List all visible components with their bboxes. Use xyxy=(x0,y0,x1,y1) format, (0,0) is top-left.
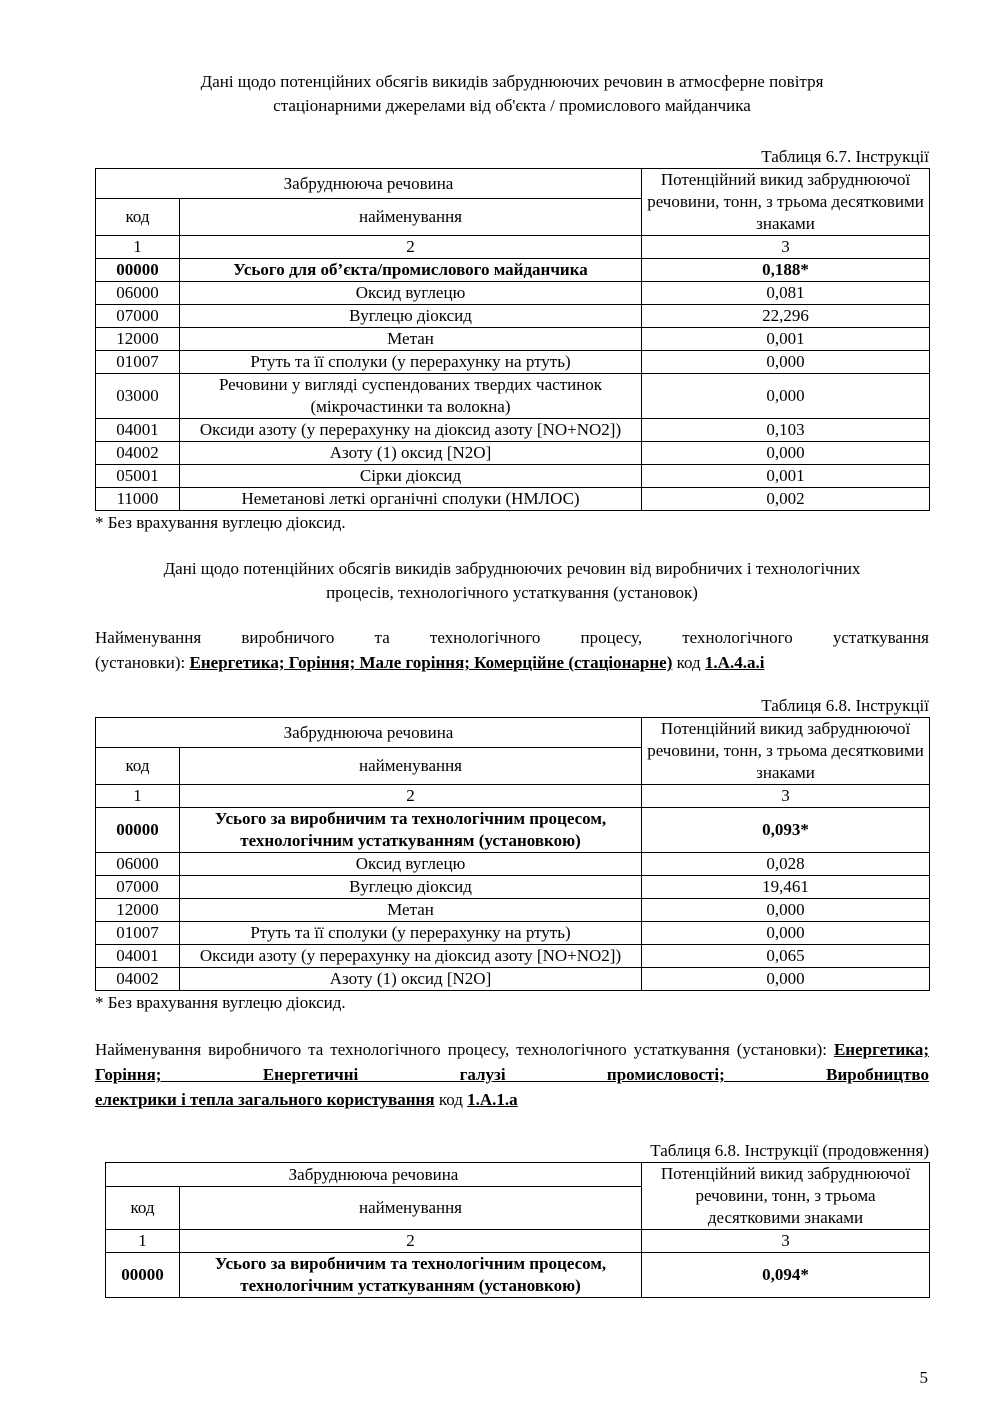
row-name: Речовини у вигляді суспендованих твердих частинок (мікрочастинки та волокна) xyxy=(180,374,642,419)
table2-colnum-2: 2 xyxy=(180,785,642,808)
row-value: 0,081 xyxy=(642,282,930,305)
table1-footnote: * Без врахування вуглецю діоксид. xyxy=(95,513,346,532)
table-row xyxy=(96,876,930,899)
row-code: 04001 xyxy=(96,945,180,968)
process2-prefix: (установки): xyxy=(736,1040,834,1059)
table2-colnum-3: 3 xyxy=(642,785,930,808)
table3-header-substance: Забруднююча речовина xyxy=(106,1163,642,1187)
table-row xyxy=(96,305,930,328)
process1-name: Енергетика; Горіння; Мале горіння; Комерційне (стаціонарне) xyxy=(189,653,673,672)
table-row xyxy=(96,419,930,442)
table1-caption: Таблиця 6.7. Інструкції xyxy=(761,147,929,166)
table-row xyxy=(96,465,930,488)
table1-header-name: найменування xyxy=(180,199,642,236)
row-code: 00000 xyxy=(106,1253,180,1298)
process2-line1: Найменування виробничого та технологічного процесу, технологічного устаткування xyxy=(95,1040,730,1059)
row-code: 06000 xyxy=(96,282,180,305)
row-value: 0,002 xyxy=(642,488,930,511)
row-value: 0,000 xyxy=(642,968,930,991)
row-code: 01007 xyxy=(96,922,180,945)
row-code: 06000 xyxy=(96,853,180,876)
table-row xyxy=(96,968,930,991)
row-value: 0,000 xyxy=(642,374,930,419)
row-value: 0,094* xyxy=(642,1253,930,1298)
row-value: 0,001 xyxy=(642,328,930,351)
row-name: Усього за виробничим та технологічним процесом, технологічним устаткуванням (установкою) xyxy=(180,808,642,853)
row-value: 0,000 xyxy=(642,442,930,465)
row-code: 07000 xyxy=(96,876,180,899)
row-code: 12000 xyxy=(96,899,180,922)
row-value: 0,001 xyxy=(642,465,930,488)
table1 xyxy=(95,168,930,511)
row-code: 11000 xyxy=(96,488,180,511)
table3-colnum-1: 1 xyxy=(106,1230,180,1253)
row-name: Усього для об’єкта/промислового майданчика xyxy=(180,259,642,282)
process2-line3 xyxy=(95,1087,929,1112)
row-name: Неметанові леткі органічні сполуки (НМЛОС) xyxy=(180,488,642,511)
row-name: Ртуть та її сполуки (у перерахунку на ртуть) xyxy=(180,351,642,374)
table1-header-potential: Потенційний викид забруднюючої речовини, тонн, з трьома десятковими знаками xyxy=(642,169,930,236)
process2-paragraph xyxy=(95,1037,929,1112)
process1-paragraph xyxy=(95,625,929,675)
table-row xyxy=(96,328,930,351)
table1-colnum-2: 2 xyxy=(180,236,642,259)
row-name: Метан xyxy=(180,328,642,351)
row-name: Азоту (1) оксид [N2O] xyxy=(180,968,642,991)
table2-header-name: найменування xyxy=(180,748,642,785)
table3-header-code: код xyxy=(106,1187,180,1230)
row-code: 04002 xyxy=(96,442,180,465)
row-code: 07000 xyxy=(96,305,180,328)
row-name: Сірки діоксид xyxy=(180,465,642,488)
table2-footnote: * Без врахування вуглецю діоксид. xyxy=(95,993,346,1012)
row-code: 04002 xyxy=(96,968,180,991)
section2-title-line2: процесів, технологічного устаткування (установок) xyxy=(326,583,698,602)
table1-colnum-1: 1 xyxy=(96,236,180,259)
table3-header-name: найменування xyxy=(180,1187,642,1230)
row-name: Оксиди азоту (у перерахунку на діоксид азоту [NO+NO2]) xyxy=(180,419,642,442)
table3-caption: Таблиця 6.8. Інструкції (продовження) xyxy=(650,1141,929,1160)
process2-code-label: код xyxy=(434,1090,468,1109)
table-row xyxy=(106,1253,930,1298)
row-name: Азоту (1) оксид [N2O] xyxy=(180,442,642,465)
process1-line1: Найменування виробничого та технологічного процесу, технологічного устаткування xyxy=(95,628,929,647)
table2-caption: Таблиця 6.8. Інструкції xyxy=(761,696,929,715)
row-value: 0,103 xyxy=(642,419,930,442)
row-name: Оксид вуглецю xyxy=(180,853,642,876)
row-name: Метан xyxy=(180,899,642,922)
process2-name-part2: електрики і тепла загального користування xyxy=(95,1090,435,1109)
table-row xyxy=(96,259,930,282)
row-name: Вуглецю діоксид xyxy=(180,876,642,899)
table1-colnum-3: 3 xyxy=(642,236,930,259)
table1-header-code: код xyxy=(96,199,180,236)
section1-title-line1: Дані щодо потенційних обсягів викидів забруднюючих речовин в атмосферне повітря xyxy=(200,72,824,91)
row-value: 0,000 xyxy=(642,899,930,922)
row-value: 0,000 xyxy=(642,922,930,945)
process1-prefix: (установки): xyxy=(95,653,190,672)
table2-header-potential: Потенційний викид забруднюючої речовини, тонн, з трьома десятковими знаками xyxy=(642,718,930,785)
section1-title-line2: стаціонарними джерелами від об'єкта / промислового майданчика xyxy=(273,96,751,115)
document-page xyxy=(95,70,929,1298)
row-code: 01007 xyxy=(96,351,180,374)
table3-colnum-2: 2 xyxy=(180,1230,642,1253)
table-row xyxy=(96,808,930,853)
section2-title xyxy=(95,557,929,605)
process1-code-label: код xyxy=(672,653,705,672)
table-row xyxy=(96,945,930,968)
table-row xyxy=(96,374,930,419)
row-code: 00000 xyxy=(96,808,180,853)
process1-line2 xyxy=(95,650,929,675)
process2-code: 1.А.1.а xyxy=(467,1090,518,1109)
process1-code: 1.А.4.а.і xyxy=(704,653,765,672)
table3-colnum-3: 3 xyxy=(642,1230,930,1253)
row-name: Усього за виробничим та технологічним процесом, технологічним устаткуванням (установкою) xyxy=(180,1253,642,1298)
table-row xyxy=(96,442,930,465)
row-code: 05001 xyxy=(96,465,180,488)
table2-colnum-1: 1 xyxy=(96,785,180,808)
row-name: Оксид вуглецю xyxy=(180,282,642,305)
row-value: 0,000 xyxy=(642,351,930,374)
page-number: 5 xyxy=(919,1368,928,1387)
table-row xyxy=(96,282,930,305)
section2-title-line1: Дані щодо потенційних обсягів викидів забруднюючих речовин від виробничих і технологічних xyxy=(163,559,861,578)
row-value: 0,093* xyxy=(642,808,930,853)
row-value: 19,461 xyxy=(642,876,930,899)
row-code: 04001 xyxy=(96,419,180,442)
table-row xyxy=(96,899,930,922)
row-code: 03000 xyxy=(96,374,180,419)
row-value: 0,028 xyxy=(642,853,930,876)
table2-header-substance: Забруднююча речовина xyxy=(96,718,642,748)
process2-name-part1: Енергетика; Горіння; Енергетичні галузі промисловості; Виробництво xyxy=(95,1040,929,1084)
row-name: Вуглецю діоксид xyxy=(180,305,642,328)
row-value: 0,065 xyxy=(642,945,930,968)
row-code: 12000 xyxy=(96,328,180,351)
table-row xyxy=(96,488,930,511)
section1-title xyxy=(95,70,929,118)
row-value: 22,296 xyxy=(642,305,930,328)
table3 xyxy=(105,1162,930,1298)
row-name: Оксиди азоту (у перерахунку на діоксид азоту [NO+NO2]) xyxy=(180,945,642,968)
table2-header-code: код xyxy=(96,748,180,785)
table-row xyxy=(96,351,930,374)
table3-header-potential: Потенційний викид забруднюючої речовини, тонн, з трьома десятковими знаками xyxy=(642,1163,930,1230)
row-value: 0,188* xyxy=(642,259,930,282)
table2 xyxy=(95,717,930,991)
row-code: 00000 xyxy=(96,259,180,282)
table1-header-substance: Забруднююча речовина xyxy=(96,169,642,199)
row-name: Ртуть та її сполуки (у перерахунку на ртуть) xyxy=(180,922,642,945)
table-row xyxy=(96,922,930,945)
table-row xyxy=(96,853,930,876)
